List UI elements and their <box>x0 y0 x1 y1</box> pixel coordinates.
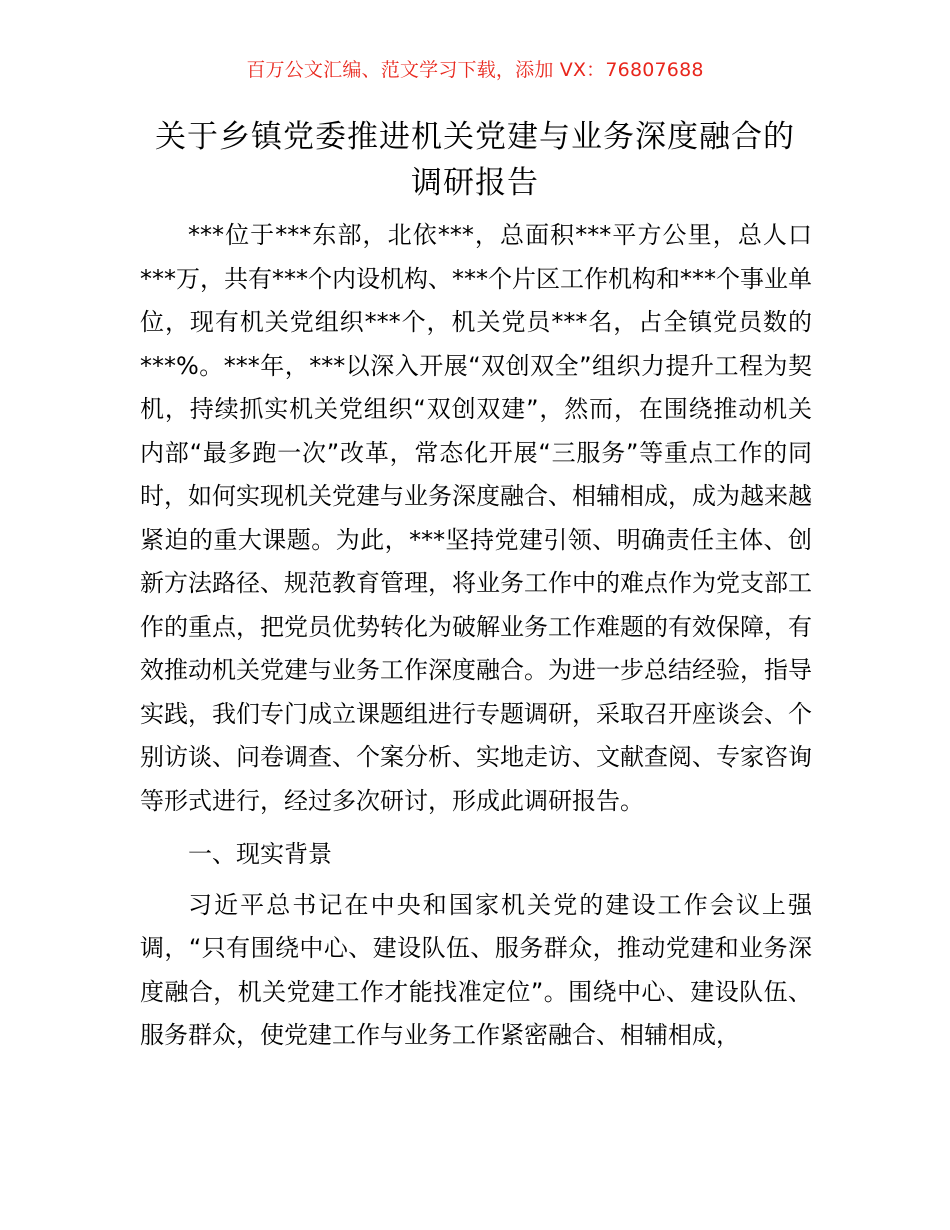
title-line-2: 调研报告 <box>411 165 539 201</box>
watermark-banner: 百万公文汇编、范文学习下载，添加 VX：76807688 <box>246 59 704 81</box>
paragraph-background: 习近平总书记在中央和国家机关党的建设工作会议上强调，“只有围绕中心、建设队伍、服务群众，推动党建和业务深度融合，机关党建工作才能找准定位”。围绕中心、建设队伍、服务群众，使党建工作与业务工作紧密融合、相辅相成， <box>140 890 812 1049</box>
paragraph-intro: ***位于***东部，北依***，总面积***平方公里，总人口***万，共有***个内设机构、***个片区工作机构和***个事业单位，现有机关党组织***个，机关党员***名，占全镇党员数的***%。***年，***以深入开展“双创双全”组织力提升工程为契机，持续抓实机关党组织“双创双建”，然而，在围绕推动机关内部“最多跑一次”改革，常态化开展“三服务”等重点工作的同时，如何实现机关党建与业务深度融合、相辅相成，成为越来越紧迫的重大课题。为此，***坚持党建引领、明确责任主体、创新方法路径、规范教育管理，将业务工作中的难点作为党支部工作的重点，把党员优势转化为破解业务工作难题的有效保障，有效推动机关党建与业务工作深度融合。为进一步总结经验，指导实践，我们专门成立课题组进行专题调研，采取召开座谈会、个别访谈、问卷调查、个案分析、实地走访、文献查阅、专家咨询等形式进行，经过多次研讨，形成此调研报告。 <box>140 221 812 815</box>
section-heading: 一、现实背景 <box>188 840 332 868</box>
document-body <box>140 214 812 1058</box>
document-title <box>120 114 830 206</box>
title-line-1: 关于乡镇党委推进机关党建与业务深度融合的 <box>155 119 795 155</box>
